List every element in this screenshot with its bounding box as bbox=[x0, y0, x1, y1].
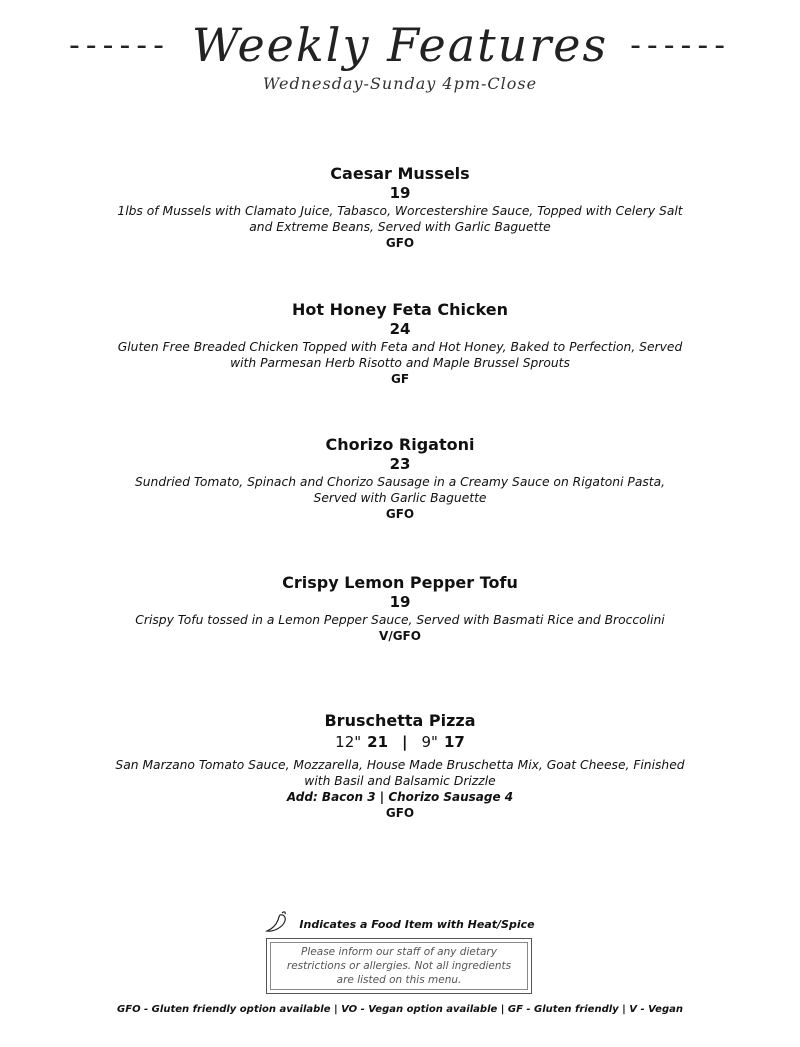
menu-item-hot-honey-feta-chicken bbox=[100, 300, 700, 387]
menu-item-crispy-lemon-pepper-tofu bbox=[100, 573, 700, 644]
allergy-notice-box bbox=[266, 938, 532, 994]
item-diet-tag: V/GFO bbox=[379, 629, 421, 643]
item-diet-tag: GF bbox=[390, 372, 410, 386]
item-price: 19 bbox=[389, 593, 411, 611]
size-small-label: 9" bbox=[421, 733, 438, 751]
size-large-price: 21 bbox=[367, 733, 389, 751]
allergy-notice-inner bbox=[270, 942, 528, 990]
diet-legend: GFO - Gluten friendly option available | VO - Vegan option available | GF - Gluten friendly | V - Vegan bbox=[117, 1004, 683, 1015]
item-description: 1lbs of Mussels with Clamato Juice, Tabasco, Worcestershire Sauce, Topped with Celery Salt and Extreme Beans, Served with Garlic Baguette bbox=[117, 204, 683, 234]
title-dashes-right: ------ bbox=[630, 27, 732, 63]
menu-item-bruschetta-pizza bbox=[100, 711, 700, 821]
item-diet-tag: GFO bbox=[385, 806, 415, 820]
page-subtitle: Wednesday-Sunday 4pm-Close bbox=[262, 74, 538, 93]
item-diet-tag: GFO bbox=[385, 236, 415, 250]
spice-note-row bbox=[0, 910, 800, 939]
item-name: Chorizo Rigatoni bbox=[325, 435, 475, 454]
item-name: Caesar Mussels bbox=[330, 164, 470, 183]
item-name: Crispy Lemon Pepper Tofu bbox=[282, 573, 518, 592]
menu-item-chorizo-rigatoni bbox=[100, 435, 700, 522]
item-description: Crispy Tofu tossed in a Lemon Pepper Sauce, Served with Basmati Rice and Broccolini bbox=[135, 613, 665, 627]
item-name: Hot Honey Feta Chicken bbox=[292, 300, 508, 319]
item-price: 24 bbox=[389, 320, 411, 338]
title-dashes-left: ------ bbox=[68, 27, 170, 63]
item-description: San Marzano Tomato Sauce, Mozzarella, House Made Bruschetta Mix, Goat Cheese, Finished with Basil and Balsamic Drizzle bbox=[115, 758, 685, 788]
item-diet-tag: GFO bbox=[385, 507, 415, 521]
item-price: 19 bbox=[389, 184, 411, 202]
chili-pepper-icon bbox=[265, 910, 291, 939]
size-small-price: 17 bbox=[443, 733, 465, 751]
size-large-label: 12" bbox=[335, 733, 362, 751]
menu-header bbox=[0, 18, 800, 93]
menu-item-caesar-mussels bbox=[100, 164, 700, 251]
title-row bbox=[0, 18, 800, 72]
spice-note-text: Indicates a Food Item with Heat/Spice bbox=[299, 918, 535, 931]
item-description: Gluten Free Breaded Chicken Topped with Feta and Hot Honey, Baked to Perfection, Served with Parmesan Herb Risotto and Maple Brussel Sprouts bbox=[117, 340, 683, 370]
item-size-prices bbox=[100, 731, 700, 753]
page-title: Weekly Features bbox=[191, 18, 609, 72]
item-name: Bruschetta Pizza bbox=[324, 711, 476, 730]
item-description: Sundried Tomato, Spinach and Chorizo Sausage in a Creamy Sauce on Rigatoni Pasta, Served with Garlic Baguette bbox=[134, 475, 666, 505]
item-addons: Add: Bacon 3 | Chorizo Sausage 4 bbox=[286, 790, 514, 804]
size-separator: | bbox=[402, 733, 408, 751]
allergy-notice-text: Please inform our staff of any dietary restrictions or allergies. Not all ingredients are listed on this menu. bbox=[286, 946, 512, 986]
item-price: 23 bbox=[389, 455, 411, 473]
